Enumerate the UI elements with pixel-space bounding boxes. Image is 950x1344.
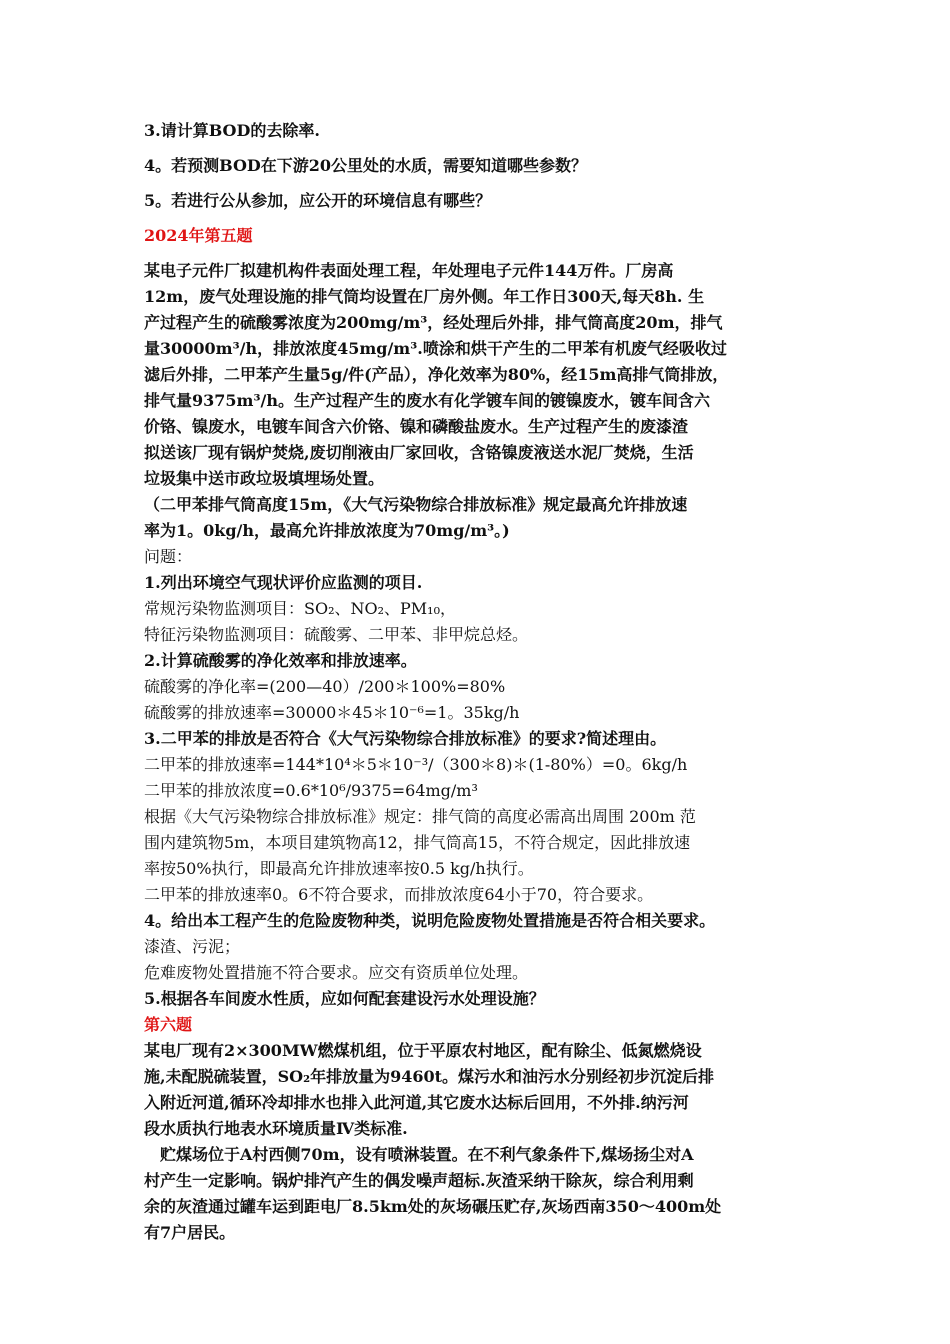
text-line: 二甲苯的排放速率=144*10⁴＊5＊10⁻³/（300＊8)＊(1-80%）=0。6kg/h — [144, 755, 688, 774]
text-line: 滤后外排，二甲苯产生量5g/件(产品），净化效率为80%，经15m高排气筒排放， — [144, 365, 729, 384]
question-4: 4。若预测BOD在下游20公里处的水质，需要知道哪些参数？ — [144, 156, 588, 175]
text-line: 围内建筑物5m，本项目建筑物高12，排气筒高15，不符合规定，因此排放速 — [144, 833, 691, 852]
text-line: 量30000m³/h，排放浓度45mg/m³.喷涂和烘干产生的二甲苯有机废气经吸收过 — [144, 339, 727, 358]
text-line: 入附近河道,循环冷却排水也排入此河道,其它废水达标后回用，不外排.纳污河 — [144, 1093, 689, 1112]
text-line: 段水质执行地表水环境质量Ⅳ类标准. — [144, 1119, 408, 1138]
document-page — [144, 118, 820, 1246]
text-line: 某电子元件厂拟建机构件表面处理工程，年处理电子元件144万件。厂房高 — [144, 261, 674, 280]
text-line: （二甲苯排气筒高度15m，《大气污染物综合排放标准》规定最高允许排放速 — [144, 495, 688, 514]
question-5: 5。若进行公从参加，应公开的环境信息有哪些？ — [144, 191, 492, 210]
text-line: 村产生一定影响。锅炉排汽产生的偶发噪声超标.灰渣采纳干除灰，综合利用剩 — [144, 1171, 694, 1190]
text-line: 危难废物处置措施不符合要求。应交有资质单位处理。 — [144, 963, 529, 982]
text-line: 二甲苯的排放速率0。6不符合要求，而排放浓度64小于70，符合要求。 — [144, 885, 654, 904]
text-line: 问题： — [144, 547, 193, 566]
section-6-title: 第六题 — [144, 1015, 193, 1034]
text-line: 有7户居民。 — [144, 1223, 236, 1242]
text-line: 常规污染物监测项目：SO₂、NO₂、PM₁₀， — [144, 599, 457, 618]
text-line: 二甲苯的排放浓度=0.6*10⁶/9375=64mg/m³ — [144, 781, 478, 800]
text-line: 产过程产生的硫酸雾浓度为200mg/m³，经处理后外排，排气筒高度20m，排气 — [144, 313, 723, 332]
section-5-title: 2024年第五题 — [144, 226, 253, 245]
text-line: 施,未配脱硫装置，SO₂年排放量为9460t。煤污水和油污水分别经初步沉淀后排 — [144, 1067, 714, 1086]
text-line: 1.列出环境空气现状评价应监测的项目. — [144, 573, 423, 592]
text-line: 垃圾集中送市政垃圾填埋场处置。 — [144, 469, 385, 488]
text-line: 3.二甲苯的排放是否符合《大气污染物综合排放标准》的要求?简述理由。 — [144, 729, 667, 748]
text-line: 硫酸雾的排放速率=30000＊45＊10⁻⁶=1。35kg/h — [144, 703, 520, 722]
text-line: 排气量9375m³/h。生产过程产生的废水有化学镀车间的镀镍废水，镀车间含六 — [144, 391, 710, 410]
text-line: 4。给出本工程产生的危险废物种类，说明危险废物处置措施是否符合相关要求。 — [144, 911, 716, 930]
section-6-body — [144, 1038, 820, 1246]
text-line: 某电厂现有2×300MW燃煤机组，位于平原农村地区，配有除尘、低氮燃烧设 — [144, 1041, 702, 1060]
text-line: 价铬、镍废水，电镀车间含六价铬、镍和磷酸盐废水。生产过程产生的废漆渣 — [144, 417, 689, 436]
question-3: 3.请计算BOD的去除率. — [144, 121, 320, 140]
text-line: 余的灰渣通过罐车运到距电厂8.5km处的灰场碾压贮存,灰场西南350～400m处 — [144, 1197, 722, 1216]
text-line: 率按50%执行，即最高允许排放速率按0.5 kg/h执行。 — [144, 859, 534, 878]
section-5-body — [144, 258, 820, 1012]
text-line: 根据《大气污染物综合排放标准》规定：排气筒的高度必需高出周围 200m 范 — [144, 807, 696, 826]
text-line: 12m，废气处理设施的排气筒均设置在厂房外侧。年工作日300天,每天8h. 生 — [144, 287, 705, 306]
text-line: 拟送该厂现有锅炉焚烧,废切削液由厂家回收，含铬镍废液送水泥厂焚烧，生活 — [144, 443, 694, 462]
text-line: 2.计算硫酸雾的净化效率和排放速率。 — [144, 651, 417, 670]
text-line: 贮煤场位于A村西侧70m，设有喷淋装置。在不利气象条件下,煤场扬尘对A — [144, 1145, 694, 1164]
text-line: 特征污染物监测项目：硫酸雾、二甲苯、非甲烷总烃。 — [144, 625, 529, 644]
text-line: 硫酸雾的净化率=(200—40）/200＊100%=80% — [144, 677, 506, 696]
text-line: 漆渣、污泥； — [144, 937, 241, 956]
text-line: 率为1。0kg/h，最高允许排放浓度为70mg/m³。) — [144, 521, 510, 540]
text-line: 5.根据各车间废水性质，应如何配套建设污水处理设施？ — [144, 989, 545, 1008]
